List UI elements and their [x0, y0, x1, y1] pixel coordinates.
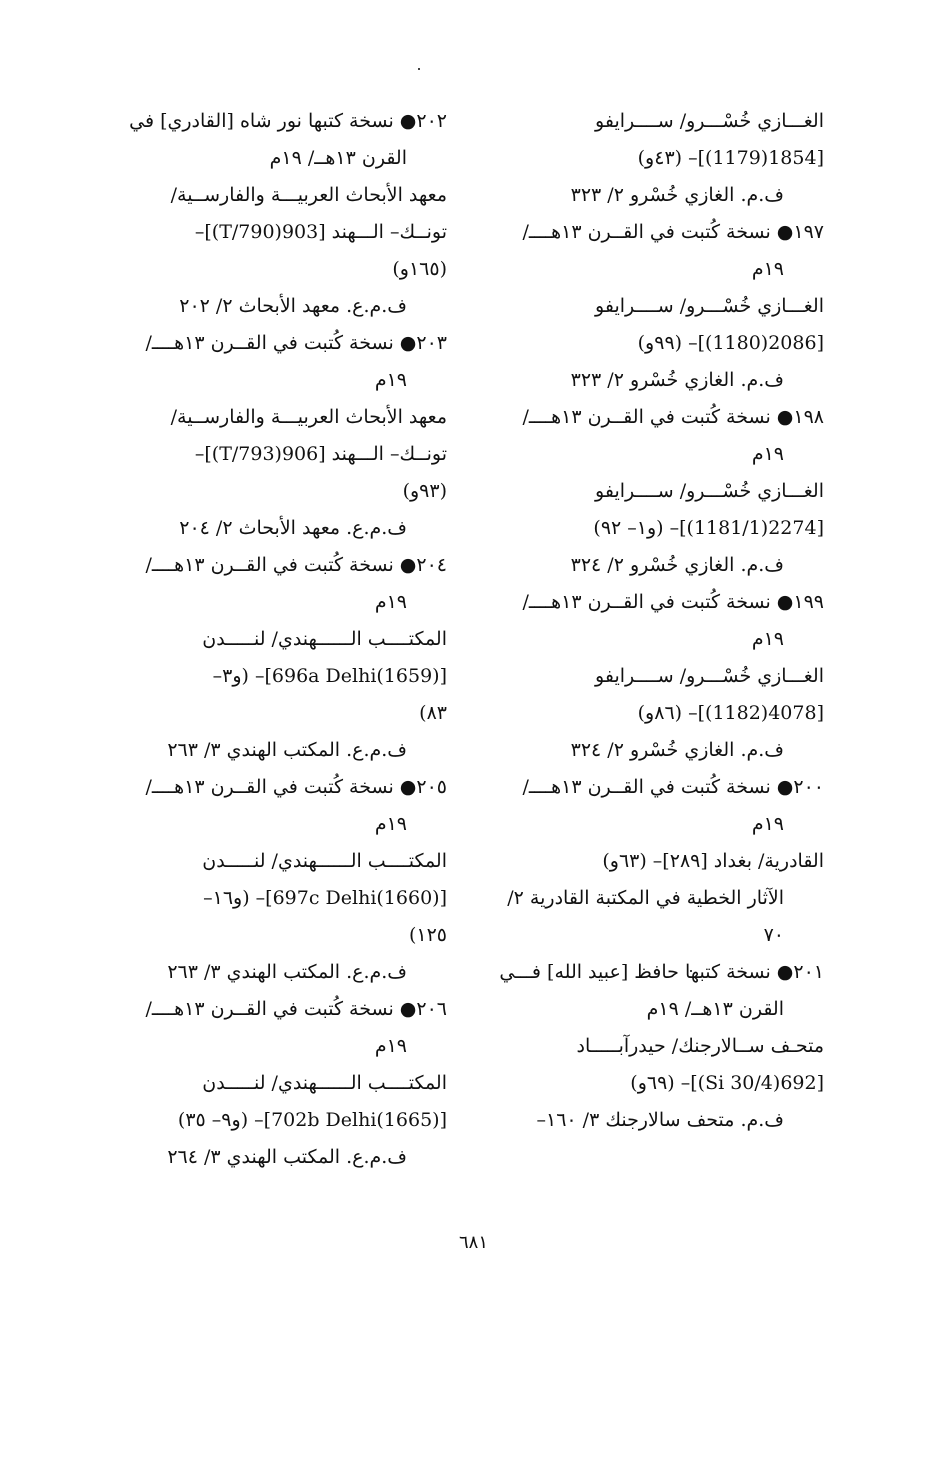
- text-line: ف.م.ع. المكتب الهندي ٣/ ٢٦٤: [167, 1146, 407, 1168]
- text-line: ١٩م: [374, 591, 407, 613]
- text-line: ١٩٨● نسخة كُتبت في القــرن ١٣هــــ/: [522, 406, 824, 428]
- text-line: ١٩م: [751, 443, 784, 465]
- text-line: [2086(1180)]– (٩٩و): [637, 332, 824, 354]
- text-line: ١٩م: [751, 813, 784, 835]
- text-line: ٨٣): [419, 702, 447, 724]
- text-line: ٢٠٢● نسخة كتبها نور شاه [القادري] في: [129, 110, 447, 132]
- text-line: [696a Delhi(1659)]– (و٣–: [212, 665, 447, 687]
- text-line: ٢٠٦● نسخة كُتبت في القــرن ١٣هــــ/: [145, 998, 447, 1020]
- text-line: ف.م. الغازي خُسْرو ٢/ ٣٢٤: [570, 554, 784, 576]
- text-line: متحـف ســالارجنك/ حيدرآبـــــاد: [576, 1035, 824, 1057]
- page-number: ٦٨١: [458, 1232, 488, 1253]
- text-line: ١٩م: [374, 1035, 407, 1057]
- text-line: [1854(1179)]– (٤٣و): [637, 147, 824, 169]
- left-column: [107, 103, 447, 1176]
- right-column: [489, 103, 824, 1139]
- text-line: ف.م.ع. معهد الأبحاث ٢/ ٢٠٤: [179, 517, 407, 539]
- text-line: ٢٠٥● نسخة كُتبت في القــرن ١٣هــــ/: [145, 776, 447, 798]
- text-line: ١٩٩● نسخة كُتبت في القــرن ١٣هــــ/: [522, 591, 824, 613]
- text-line: المكتــــب الــــــهندي/ لنـــــدن: [202, 1072, 447, 1094]
- text-line: ف.م.ع. المكتب الهندي ٣/ ٢٦٣: [167, 739, 407, 761]
- text-line: الغـــازي خُسْـــرو/ ســــرايفو: [595, 110, 824, 132]
- text-line: ف.م.ع. المكتب الهندي ٣/ ٢٦٣: [167, 961, 407, 983]
- text-line: المكتــــب الــــــهندي/ لنـــــدن: [202, 850, 447, 872]
- text-line: [697c Delhi(1660)]– (و١٦–: [203, 887, 447, 909]
- text-line: ١٢٥): [408, 924, 447, 946]
- text-line: ٧٠: [763, 924, 784, 946]
- text-line: الغـــازي خُسْـــرو/ ســــرايفو: [595, 480, 824, 502]
- text-line: ٢٠٤● نسخة كُتبت في القــرن ١٣هــــ/: [145, 554, 447, 576]
- text-line: ١٩م: [751, 258, 784, 280]
- text-line: تونــك– الـــهند [903(T/790)]–: [194, 221, 447, 243]
- text-line: القادرية/ بغداد [٢٨٩]– (٦٣و): [602, 850, 824, 872]
- text-line: ١٩م: [374, 813, 407, 835]
- text-line: ف.م. الغازي خُسْرو ٢/ ٣٢٣: [570, 369, 784, 391]
- text-line: (١٦٥و): [392, 258, 447, 280]
- text-line: ٢٠٠● نسخة كُتبت في القــرن ١٣هــــ/: [522, 776, 824, 798]
- text-line: ف.م. الغازي خُسْرو ٢/ ٣٢٤: [570, 739, 784, 761]
- text-line: [2274(1181/1)]– (و١– ٩٢): [593, 517, 824, 539]
- text-line: القرن ١٣هــ/ ١٩م: [646, 998, 784, 1020]
- text-line: المكتــــب الــــــهندي/ لنـــــدن: [202, 628, 447, 650]
- text-line: ف.م.ع. معهد الأبحاث ٢/ ٢٠٢: [179, 295, 407, 317]
- text-line: تونــك– الـــهند [906(T/793)]–: [194, 443, 447, 465]
- text-line: معهد الأبحاث العربيـــة والفارســية/: [170, 184, 447, 206]
- text-line: ١٩م: [374, 369, 407, 391]
- text-line: ٢٠١● نسخة كتبها حافظ [عبيد الله] فـــي: [499, 961, 824, 983]
- text-line: (٩٣و): [402, 480, 447, 502]
- text-line: الآثار الخطية في المكتبة القادرية ٢/: [507, 887, 784, 909]
- scan-speck: [418, 68, 420, 70]
- text-line: الغـــازي خُسْـــرو/ ســــرايفو: [595, 295, 824, 317]
- text-line: القرن ١٣هــ/ ١٩م: [269, 147, 407, 169]
- text-line: الغـــازي خُسْـــرو/ ســــرايفو: [595, 665, 824, 687]
- text-line: [702b Delhi(1665)]– (و٩– ٣٥): [177, 1109, 447, 1131]
- text-line: [692(Si 30/4)]– (٦٩و): [630, 1072, 824, 1094]
- text-line: ١٩م: [751, 628, 784, 650]
- text-line: ف.م. الغازي خُسْرو ٢/ ٣٢٣: [570, 184, 784, 206]
- text-line: معهد الأبحاث العربيـــة والفارســية/: [170, 406, 447, 428]
- text-line: ف.م. متحف سالارجنك ٣/ ١٦٠–: [536, 1109, 784, 1131]
- text-line: ١٩٧● نسخة كُتبت في القــرن ١٣هــــ/: [522, 221, 824, 243]
- text-line: [4078(1182)]– (٨٦و): [637, 702, 824, 724]
- text-line: ٢٠٣● نسخة كُتبت في القــرن ١٣هــــ/: [145, 332, 447, 354]
